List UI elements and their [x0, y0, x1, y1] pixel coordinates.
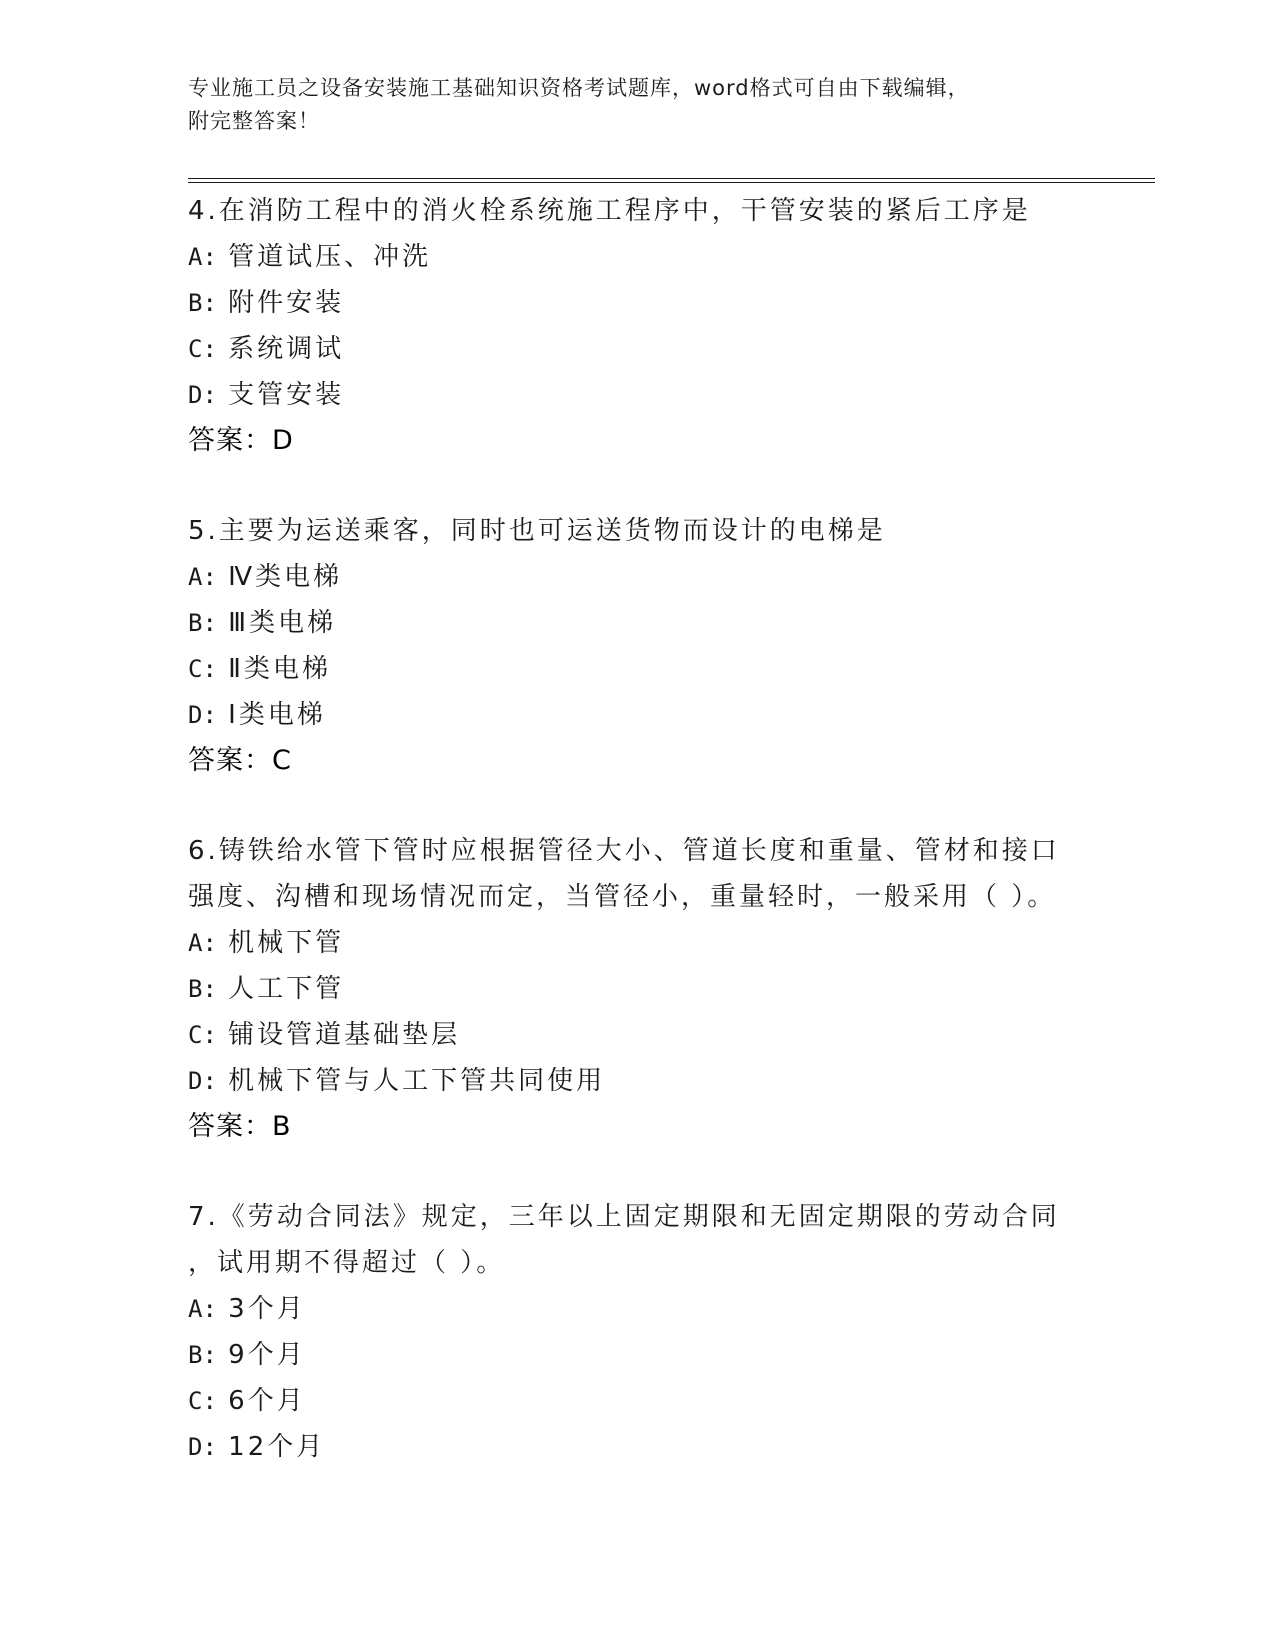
option-key: A: [188, 563, 217, 591]
option-d [188, 1424, 1088, 1470]
option-a [188, 234, 1088, 280]
option-c [188, 1012, 1088, 1058]
option-key: D: [188, 1433, 217, 1461]
answer: 答案：B [188, 1111, 292, 1142]
option-text: Ⅳ类电梯 [228, 562, 343, 592]
option-text: 支管安装 [228, 380, 345, 410]
option-text: 机械下管与人工下管共同使用 [228, 1066, 606, 1096]
question-stem-line-1: 7.《劳动合同法》规定，三年以上固定期限和无固定期限的劳动合同 [188, 1202, 1060, 1232]
option-text: 6个月 [228, 1386, 306, 1416]
option-a [188, 554, 1088, 600]
option-key: A: [188, 929, 217, 957]
header-divider-bottom [188, 182, 1155, 183]
question-stem-line-1: 6.铸铁给水管下管时应根据管径大小、管道长度和重量、管材和接口 [188, 836, 1060, 866]
question-6 [188, 828, 1088, 1150]
option-key: C: [188, 335, 217, 363]
question-7 [188, 1194, 1088, 1470]
option-text: Ⅲ类电梯 [228, 608, 337, 638]
question-stem-line-2: ，试用期不得超过（ ）。 [188, 1248, 506, 1278]
option-text: Ⅱ类电梯 [228, 654, 331, 684]
header-divider-top [188, 178, 1155, 179]
option-text: 机械下管 [228, 928, 345, 958]
option-a [188, 920, 1088, 966]
option-c [188, 646, 1088, 692]
option-text: 3个月 [228, 1294, 306, 1324]
question-stem-line-2: 强度、沟槽和现场情况而定，当管径小，重量轻时，一般采用（ ）。 [188, 882, 1057, 912]
header-note-line-1: 专业施工员之设备安装施工基础知识资格考试题库，word格式可自由下载编辑， [188, 76, 970, 100]
question-5 [188, 508, 1088, 784]
option-key: C: [188, 1387, 217, 1415]
option-d [188, 372, 1088, 418]
answer: 答案：D [188, 425, 294, 456]
option-d [188, 1058, 1088, 1104]
option-key: D: [188, 701, 217, 729]
option-key: B: [188, 1341, 217, 1369]
question-4 [188, 188, 1088, 464]
option-key: A: [188, 243, 217, 271]
header-note [188, 72, 1088, 138]
option-text: 附件安装 [228, 288, 345, 318]
option-key: C: [188, 1021, 217, 1049]
question-stem: 5.主要为运送乘客，同时也可运送货物而设计的电梯是 [188, 516, 886, 546]
option-text: 9个月 [228, 1340, 306, 1370]
option-text: Ⅰ类电梯 [228, 700, 326, 730]
answer: 答案：C [188, 745, 292, 776]
option-b [188, 1332, 1088, 1378]
question-stem: 4.在消防工程中的消火栓系统施工程序中，干管安装的紧后工序是 [188, 196, 1031, 226]
option-key: C: [188, 655, 217, 683]
option-key: D: [188, 1067, 217, 1095]
option-key: A: [188, 1295, 217, 1323]
option-key: B: [188, 975, 217, 1003]
option-b [188, 966, 1088, 1012]
option-a [188, 1286, 1088, 1332]
option-c [188, 1378, 1088, 1424]
option-b [188, 600, 1088, 646]
option-text: 系统调试 [228, 334, 345, 364]
option-d [188, 692, 1088, 738]
option-b [188, 280, 1088, 326]
option-key: B: [188, 609, 217, 637]
option-text: 12个月 [228, 1432, 326, 1462]
option-text: 管道试压、冲洗 [228, 242, 432, 272]
option-text: 铺设管道基础垫层 [228, 1020, 461, 1050]
option-c [188, 326, 1088, 372]
header-note-line-2: 附完整答案！ [188, 109, 320, 133]
option-text: 人工下管 [228, 974, 345, 1004]
option-key: B: [188, 289, 217, 317]
option-key: D: [188, 381, 217, 409]
